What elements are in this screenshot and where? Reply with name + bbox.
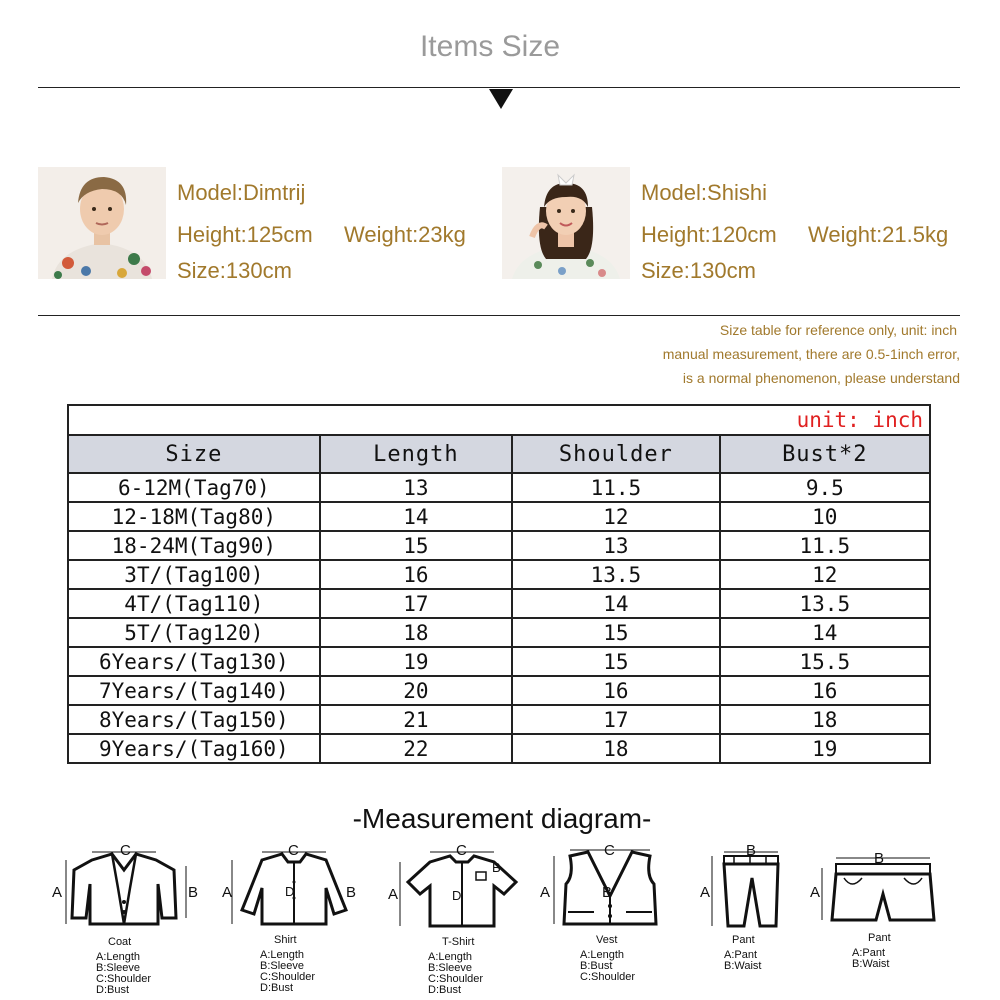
measurement-cell: 18 — [512, 734, 720, 763]
measurement-cell: 11.5 — [512, 473, 720, 502]
marker-a: A — [540, 884, 551, 901]
marker-b: B — [874, 850, 885, 867]
marker-a: A — [222, 884, 233, 901]
coat-diagram — [52, 842, 202, 998]
measurement-cell: 12 — [512, 502, 720, 531]
measurement-cell: 16 — [320, 560, 512, 589]
garment-name: Vest — [596, 934, 618, 946]
table-row — [68, 560, 930, 589]
measurement-cell: 9.5 — [720, 473, 930, 502]
measurement-cell: 18 — [320, 618, 512, 647]
down-arrow-icon — [489, 89, 513, 109]
size-cell: 4T/(Tag110) — [68, 589, 320, 618]
pant-icon — [694, 848, 804, 928]
garment-name: Shirt — [274, 934, 297, 946]
measurement-cell: 18 — [720, 705, 930, 734]
marker-c: C — [604, 842, 615, 859]
size-note: manual measurement, there are 0.5-1inch error, — [662, 346, 960, 362]
models-divider — [38, 315, 960, 316]
model-name: Model:Dimtrij — [177, 180, 306, 205]
measurement-cell: 13 — [320, 473, 512, 502]
marker-c: C — [120, 842, 131, 859]
pant-diagram — [694, 842, 804, 998]
size-cell: 12-18M(Tag80) — [68, 502, 320, 531]
size-cell: 6Years/(Tag130) — [68, 647, 320, 676]
garment-legend: A:Length B:Sleeve C:Shoulder D:Bust — [96, 951, 152, 996]
size-cell: 6-12M(Tag70) — [68, 473, 320, 502]
model-weight: Weight:21.5kg — [808, 222, 949, 247]
unit-row — [68, 405, 930, 435]
measurement-cell: 19 — [320, 647, 512, 676]
measurement-cell: 13.5 — [720, 589, 930, 618]
diagram-title: -Measurement diagram- — [352, 803, 652, 834]
measurement-cell: 21 — [320, 705, 512, 734]
model-height: Height:120cm — [641, 222, 777, 247]
measurement-cell: 11.5 — [720, 531, 930, 560]
vest-diagram — [540, 842, 690, 998]
measurement-cell: 13.5 — [512, 560, 720, 589]
size-cell: 18-24M(Tag90) — [68, 531, 320, 560]
measurement-cell: 14 — [512, 589, 720, 618]
column-header: Size — [68, 435, 320, 473]
table-row — [68, 589, 930, 618]
garment-name: Pant — [732, 934, 755, 946]
marker-b: B — [492, 860, 501, 875]
size-cell: 8Years/(Tag150) — [68, 705, 320, 734]
marker-a: A — [52, 884, 63, 901]
column-header: Bust*2 — [720, 435, 930, 473]
measurement-cell: 13 — [512, 531, 720, 560]
marker-c: C — [288, 842, 299, 859]
table-row — [68, 531, 930, 560]
size-table — [67, 404, 931, 764]
model-photo-girl — [502, 167, 630, 279]
table-row — [68, 734, 930, 763]
size-cell: 9Years/(Tag160) — [68, 734, 320, 763]
column-header: Length — [320, 435, 512, 473]
column-header: Shoulder — [512, 435, 720, 473]
measurement-cell: 19 — [720, 734, 930, 763]
shorts-diagram — [810, 848, 950, 998]
table-row — [68, 618, 930, 647]
measurement-cell: 16 — [512, 676, 720, 705]
marker-a: A — [388, 886, 399, 903]
tshirt-diagram — [388, 842, 538, 998]
size-note: Size table for reference only, unit: inch — [719, 322, 957, 338]
table-row — [68, 473, 930, 502]
garment-name: T-Shirt — [442, 936, 475, 948]
garment-name: Pant — [868, 932, 891, 944]
table-row — [68, 647, 930, 676]
size-cell: 7Years/(Tag140) — [68, 676, 320, 705]
measurement-cell: 17 — [512, 705, 720, 734]
marker-b: B — [602, 884, 613, 901]
model-size: Size:130cm — [177, 258, 292, 283]
measurement-cell: 14 — [320, 502, 512, 531]
garment-legend: A:Pant B:Waist — [724, 949, 762, 972]
marker-b: B — [188, 884, 199, 901]
measurement-cell: 10 — [720, 502, 930, 531]
marker-a: A — [700, 884, 711, 901]
header-divider — [38, 87, 960, 88]
table-header — [68, 435, 930, 473]
model-height: Height:125cm — [177, 222, 313, 247]
size-note: is a normal phenomenon, please understand — [682, 370, 960, 386]
page-title: Items Size — [419, 30, 561, 63]
vest-icon — [540, 848, 690, 928]
measurement-cell: 15 — [320, 531, 512, 560]
garment-legend: A:Pant B:Waist — [852, 947, 890, 970]
model-size: Size:130cm — [641, 258, 756, 283]
measurement-cell: 15 — [512, 647, 720, 676]
size-cell: 5T/(Tag120) — [68, 618, 320, 647]
garment-legend: A:Length B:Sleeve C:Shoulder D:Bust — [260, 949, 316, 994]
table-row — [68, 502, 930, 531]
garment-legend: A:Length B:Bust C:Shoulder — [580, 949, 636, 983]
marker-c: C — [456, 842, 467, 859]
marker-d: D — [452, 888, 462, 903]
measurement-cell: 15.5 — [720, 647, 930, 676]
measurement-cell: 22 — [320, 734, 512, 763]
model-weight: Weight:23kg — [344, 222, 466, 247]
size-cell: 3T/(Tag100) — [68, 560, 320, 589]
model-photo-boy — [38, 167, 166, 279]
marker-b: B — [746, 842, 757, 859]
measurement-cell: 17 — [320, 589, 512, 618]
table-row — [68, 705, 930, 734]
marker-b: B — [346, 884, 357, 901]
marker-a: A — [810, 884, 821, 901]
shirt-diagram — [222, 842, 372, 998]
model-name: Model:Shishi — [641, 180, 767, 205]
tshirt-icon — [388, 848, 538, 928]
garment-name: Coat — [108, 936, 132, 948]
table-row — [68, 676, 930, 705]
marker-d: D — [285, 884, 295, 899]
measurement-cell: 16 — [720, 676, 930, 705]
measurement-cell: 20 — [320, 676, 512, 705]
unit-label: unit: inch — [68, 405, 930, 435]
measurement-cell: 15 — [512, 618, 720, 647]
measurement-cell: 12 — [720, 560, 930, 589]
measurement-cell: 14 — [720, 618, 930, 647]
garment-legend: A:Length B:Sleeve C:Shoulder D:Bust — [428, 951, 484, 996]
